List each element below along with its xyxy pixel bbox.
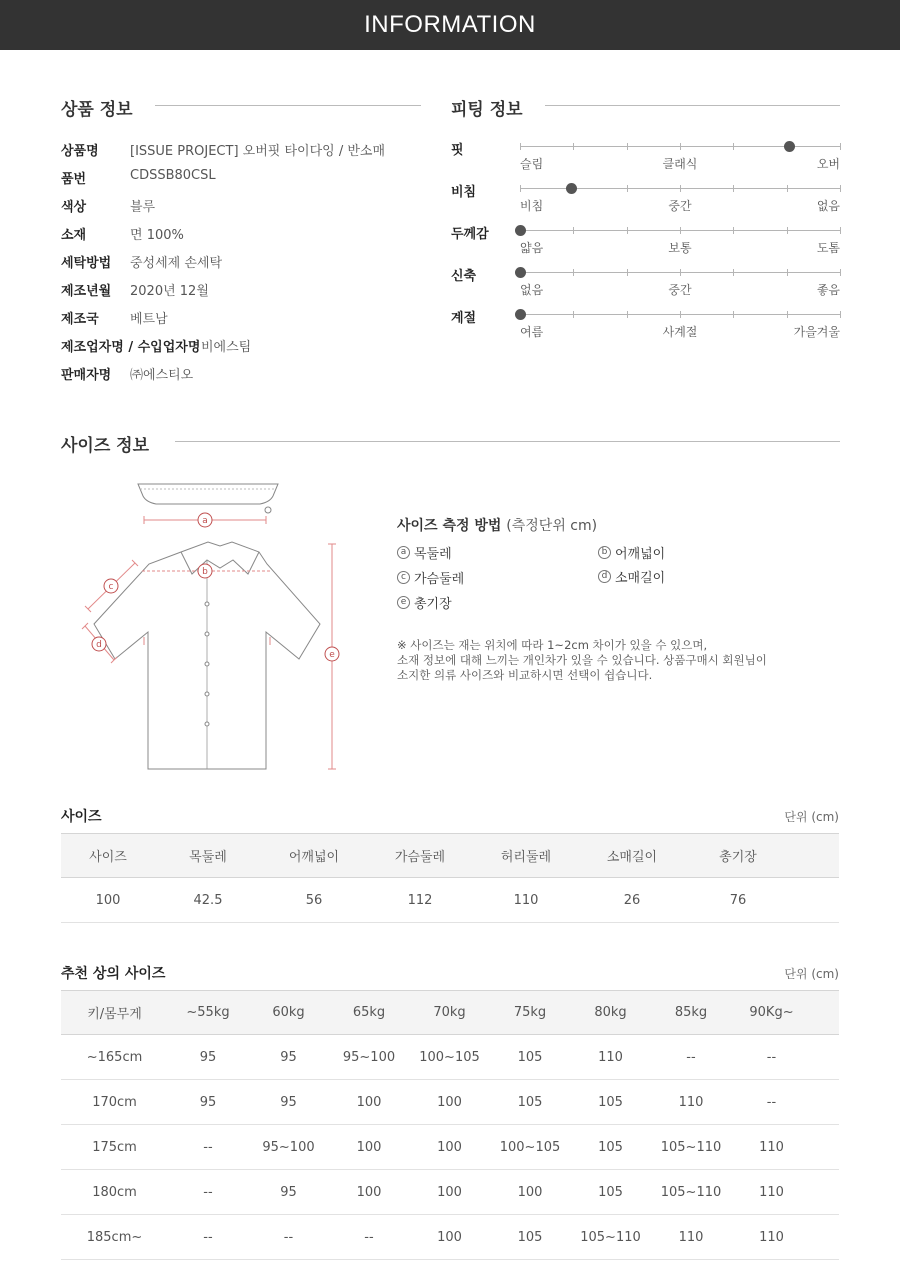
fitting-scale-tick [840, 269, 841, 276]
product-info-title: 상품 정보 [61, 100, 133, 120]
rec-table-cell: 105 [490, 1035, 570, 1080]
fitting-option: 가을겨울 [793, 325, 840, 339]
fitting-scale-tick [733, 227, 734, 234]
size-table-title: 사이즈 [61, 809, 102, 825]
fitting-scale-tick [680, 185, 681, 192]
fitting-scale-tick [520, 185, 521, 192]
fitting-scale-tick [573, 227, 574, 234]
rec-table-cell: 110 [651, 1215, 731, 1260]
size-table-row [61, 878, 839, 923]
rec-table-cell: 105~110 [570, 1215, 651, 1260]
fitting-option: 도톰 [816, 241, 840, 255]
rec-table-cell-spacer [812, 1080, 839, 1125]
fitting-scale-tick [733, 143, 734, 150]
legend-sleeve: d 소매길이 [598, 567, 665, 586]
fitting-label: 두께감 [451, 227, 489, 242]
size-table-header: 사이즈 [61, 834, 155, 878]
fitting-option: 비침 [520, 199, 544, 213]
product-info-label: 제조년월 [61, 284, 112, 299]
product-info-label: 색상 [61, 200, 87, 215]
fitting-option: 오버 [816, 157, 840, 171]
product-info-value: [ISSUE PROJECT] 오버핏 타이다잉 / 반소매 [130, 144, 386, 159]
rec-table-row [61, 1035, 839, 1080]
rec-table-cell: 105 [570, 1125, 651, 1170]
fitting-scale-tick [733, 185, 734, 192]
fitting-option: 여름 [520, 325, 544, 339]
fitting-scale-tick [840, 185, 841, 192]
rec-table-cell: -- [329, 1215, 409, 1260]
fitting-scale-tick [840, 311, 841, 318]
size-table-cell: 26 [579, 878, 685, 923]
product-info-value: 베트남 [130, 312, 168, 327]
product-info-row [61, 252, 421, 271]
fitting-scale-tick [680, 269, 681, 276]
header-title: INFORMATION [364, 11, 536, 38]
rec-table-cell: 110 [731, 1125, 812, 1170]
rec-table-cell: 100 [409, 1125, 490, 1170]
fitting-option: 보통 [668, 241, 692, 255]
rec-table-cell: 175cm [61, 1125, 168, 1170]
rec-table-cell: -- [168, 1170, 248, 1215]
rec-table-header: ~55kg [168, 991, 248, 1035]
size-table-header-spacer [791, 834, 839, 878]
fitting-scale-tick [520, 143, 521, 150]
fitting-option: 슬림 [520, 157, 544, 171]
fitting-row [451, 143, 840, 180]
rec-table-cell: 95 [248, 1080, 329, 1125]
rec-table-cell: -- [731, 1035, 812, 1080]
rec-table-cell: 95~100 [329, 1035, 409, 1080]
fitting-level-marker [515, 309, 526, 320]
product-info-row [61, 140, 421, 159]
rec-table-cell: 100 [490, 1170, 570, 1215]
size-table-header: 목둘레 [155, 834, 261, 878]
rec-table-cell: 105~110 [651, 1170, 731, 1215]
rec-table-cell: 105 [570, 1080, 651, 1125]
rec-table-cell: -- [731, 1080, 812, 1125]
size-table-header: 소매길이 [579, 834, 685, 878]
fitting-label: 비침 [451, 185, 477, 200]
legend-shoulder: b 어깨넓이 [598, 543, 665, 562]
size-table-cell: 76 [685, 878, 791, 923]
fitting-option: 없음 [520, 283, 544, 297]
product-info-value: 중성세제 손세탁 [130, 256, 223, 271]
product-info-row [61, 196, 421, 215]
legend-neck: a 목둘레 [397, 543, 452, 562]
size-table-cell: 112 [367, 878, 473, 923]
legend-marker-a: a [397, 546, 410, 559]
size-table-cell: 42.5 [155, 878, 261, 923]
fitting-scale [520, 272, 840, 273]
rec-table-header: 85kg [651, 991, 731, 1035]
rec-table-cell: 100 [409, 1170, 490, 1215]
fitting-scale-tick [573, 269, 574, 276]
product-info-value: 블루 [130, 200, 156, 215]
legend-marker-b: b [598, 546, 611, 559]
fitting-scale-tick [573, 143, 574, 150]
size-table-cell: 100 [61, 878, 155, 923]
fitting-scale-tick [573, 311, 574, 318]
fitting-scale-tick [787, 311, 788, 318]
rec-table-cell: -- [248, 1215, 329, 1260]
size-table-cell-spacer [791, 878, 839, 923]
product-info-value: CDSSB80CSL [130, 168, 216, 183]
marker-d: d [96, 640, 102, 650]
size-table-header: 허리둘레 [473, 834, 579, 878]
product-info-label: 제조국 [61, 312, 99, 327]
product-info-label: 소재 [61, 228, 87, 243]
rec-table-cell-spacer [812, 1125, 839, 1170]
marker-a: a [202, 516, 208, 526]
size-info-divider [175, 441, 840, 442]
fitting-option: 중간 [668, 199, 692, 213]
size-table-cell: 110 [473, 878, 579, 923]
rec-table-header: 90Kg~ [731, 991, 812, 1035]
fitting-row [451, 185, 840, 222]
product-info-row [61, 308, 421, 327]
fitting-scale-tick [680, 311, 681, 318]
size-note: ※ 사이즈는 재는 위치에 따라 1~2cm 차이가 있을 수 있으며, 소재 정보에 대해 느끼는 개인차가 있을 수 있습니다. 상품구매시 회원님이 소지한 의류 사이즈와 비교하시면 선택이 쉽습니다. [397, 638, 767, 682]
legend-marker-e: e [397, 596, 410, 609]
product-info-value: 면 100% [130, 228, 184, 243]
rec-table-cell: ~165cm [61, 1035, 168, 1080]
rec-table-cell: 95 [168, 1080, 248, 1125]
size-table-unit: 단위 (cm) [784, 810, 839, 824]
product-info-value: 비에스팀 [201, 340, 252, 355]
fitting-scale-tick [787, 185, 788, 192]
fitting-option: 없음 [816, 199, 840, 213]
rec-table-cell: 100 [409, 1080, 490, 1125]
rec-table-row [61, 1125, 839, 1170]
measure-method-title: 사이즈 측정 방법 (측정단위 cm) [397, 518, 598, 534]
rec-table-header: 80kg [570, 991, 651, 1035]
rec-table-cell-spacer [812, 1035, 839, 1080]
product-info-label: 상품명 [61, 144, 99, 159]
fitting-scale-tick [627, 269, 628, 276]
fitting-info-divider [545, 105, 840, 106]
marker-b: b [202, 567, 208, 577]
rec-table-cell: 110 [731, 1215, 812, 1260]
rec-table-cell: 100 [329, 1125, 409, 1170]
fitting-label: 신축 [451, 269, 477, 284]
size-table-header: 어깨넓이 [261, 834, 367, 878]
legend-marker-d: d [598, 570, 611, 583]
rec-table-cell: 95~100 [248, 1125, 329, 1170]
fitting-option: 좋음 [816, 283, 840, 297]
fitting-scale-tick [840, 227, 841, 234]
rec-table-cell: 95 [248, 1035, 329, 1080]
rec-table-unit: 단위 (cm) [784, 967, 839, 981]
product-info-label: 판매자명 [61, 368, 112, 383]
rec-table-cell: 100~105 [490, 1125, 570, 1170]
fitting-option: 사계절 [662, 325, 698, 339]
product-info-row [61, 336, 421, 355]
product-info-row [61, 364, 421, 383]
product-info-value: ㈜에스티오 [130, 368, 194, 383]
fitting-scale-tick [627, 143, 628, 150]
rec-table-cell-spacer [812, 1215, 839, 1260]
rec-table-header: 65kg [329, 991, 409, 1035]
size-table-cell: 56 [261, 878, 367, 923]
size-info-title: 사이즈 정보 [61, 436, 150, 456]
rec-table-header: 60kg [248, 991, 329, 1035]
rec-table-header-spacer [812, 991, 839, 1035]
product-info-row [61, 280, 421, 299]
rec-table-header: 75kg [490, 991, 570, 1035]
rec-table-cell: 170cm [61, 1080, 168, 1125]
header-bar [0, 0, 900, 50]
rec-table-cell: 105 [490, 1080, 570, 1125]
fitting-scale-tick [840, 143, 841, 150]
rec-table-cell: 185cm~ [61, 1215, 168, 1260]
rec-table-row [61, 1215, 839, 1260]
rec-table-cell: 95 [168, 1035, 248, 1080]
fitting-scale-tick [787, 227, 788, 234]
fitting-scale-tick [627, 311, 628, 318]
rec-table-cell: 110 [651, 1080, 731, 1125]
fitting-scale-tick [680, 227, 681, 234]
fitting-scale [520, 314, 840, 315]
legend-length: e 총기장 [397, 593, 452, 612]
rec-table-cell: -- [168, 1125, 248, 1170]
legend-chest: c 가슴둘레 [397, 568, 464, 587]
rec-table-cell: 100~105 [409, 1035, 490, 1080]
fitting-scale-tick [627, 227, 628, 234]
fitting-info-title: 피팅 정보 [451, 100, 523, 120]
fitting-option: 얇음 [520, 241, 544, 255]
product-info-label: 제조업자명 / 수입업자명 [61, 340, 201, 355]
rec-table-cell: -- [651, 1035, 731, 1080]
fitting-scale-tick [733, 311, 734, 318]
product-info-row [61, 224, 421, 243]
fitting-level-marker [784, 141, 795, 152]
fitting-label: 핏 [451, 143, 464, 158]
rec-table-cell: 100 [329, 1080, 409, 1125]
rec-table-cell: 105 [570, 1170, 651, 1215]
size-table [61, 833, 839, 923]
fitting-scale-tick [680, 143, 681, 150]
fitting-level-marker [515, 267, 526, 278]
fitting-row [451, 269, 840, 306]
fitting-option: 클래식 [662, 157, 698, 171]
fitting-level-marker [566, 183, 577, 194]
marker-c: c [108, 582, 114, 592]
rec-table-cell: 105 [490, 1215, 570, 1260]
fitting-scale-tick [787, 269, 788, 276]
fitting-row [451, 227, 840, 264]
rec-table-cell: 100 [409, 1215, 490, 1260]
fitting-scale-tick [627, 185, 628, 192]
rec-table-cell: 180cm [61, 1170, 168, 1215]
rec-table-cell: -- [168, 1215, 248, 1260]
rec-table-row [61, 1170, 839, 1215]
rec-table-cell: 110 [731, 1170, 812, 1215]
rec-table-title: 추천 상의 사이즈 [61, 966, 166, 982]
fitting-row [451, 311, 840, 348]
product-info-row [61, 168, 421, 187]
rec-size-table [61, 990, 839, 1260]
product-info-divider [155, 105, 421, 106]
rec-table-cell: 95 [248, 1170, 329, 1215]
rec-table-row [61, 1080, 839, 1125]
marker-e: e [329, 650, 335, 660]
legend-marker-c: c [397, 571, 410, 584]
fitting-scale [520, 146, 840, 147]
shirt-diagram [80, 476, 360, 776]
rec-table-cell-spacer [812, 1170, 839, 1215]
fitting-level-marker [515, 225, 526, 236]
fitting-scale-tick [733, 269, 734, 276]
fitting-option: 중간 [668, 283, 692, 297]
rec-table-header: 키/몸무게 [61, 991, 168, 1035]
fitting-label: 계절 [451, 311, 477, 326]
rec-table-cell: 110 [570, 1035, 651, 1080]
size-table-header: 총기장 [685, 834, 791, 878]
product-info-label: 세탁방법 [61, 256, 112, 271]
fitting-scale [520, 188, 840, 189]
size-table-header: 가슴둘레 [367, 834, 473, 878]
product-info-value: 2020년 12월 [130, 284, 209, 299]
product-info-label: 품번 [61, 172, 87, 187]
rec-table-cell: 100 [329, 1170, 409, 1215]
rec-table-cell: 105~110 [651, 1125, 731, 1170]
fitting-scale [520, 230, 840, 231]
rec-table-header: 70kg [409, 991, 490, 1035]
